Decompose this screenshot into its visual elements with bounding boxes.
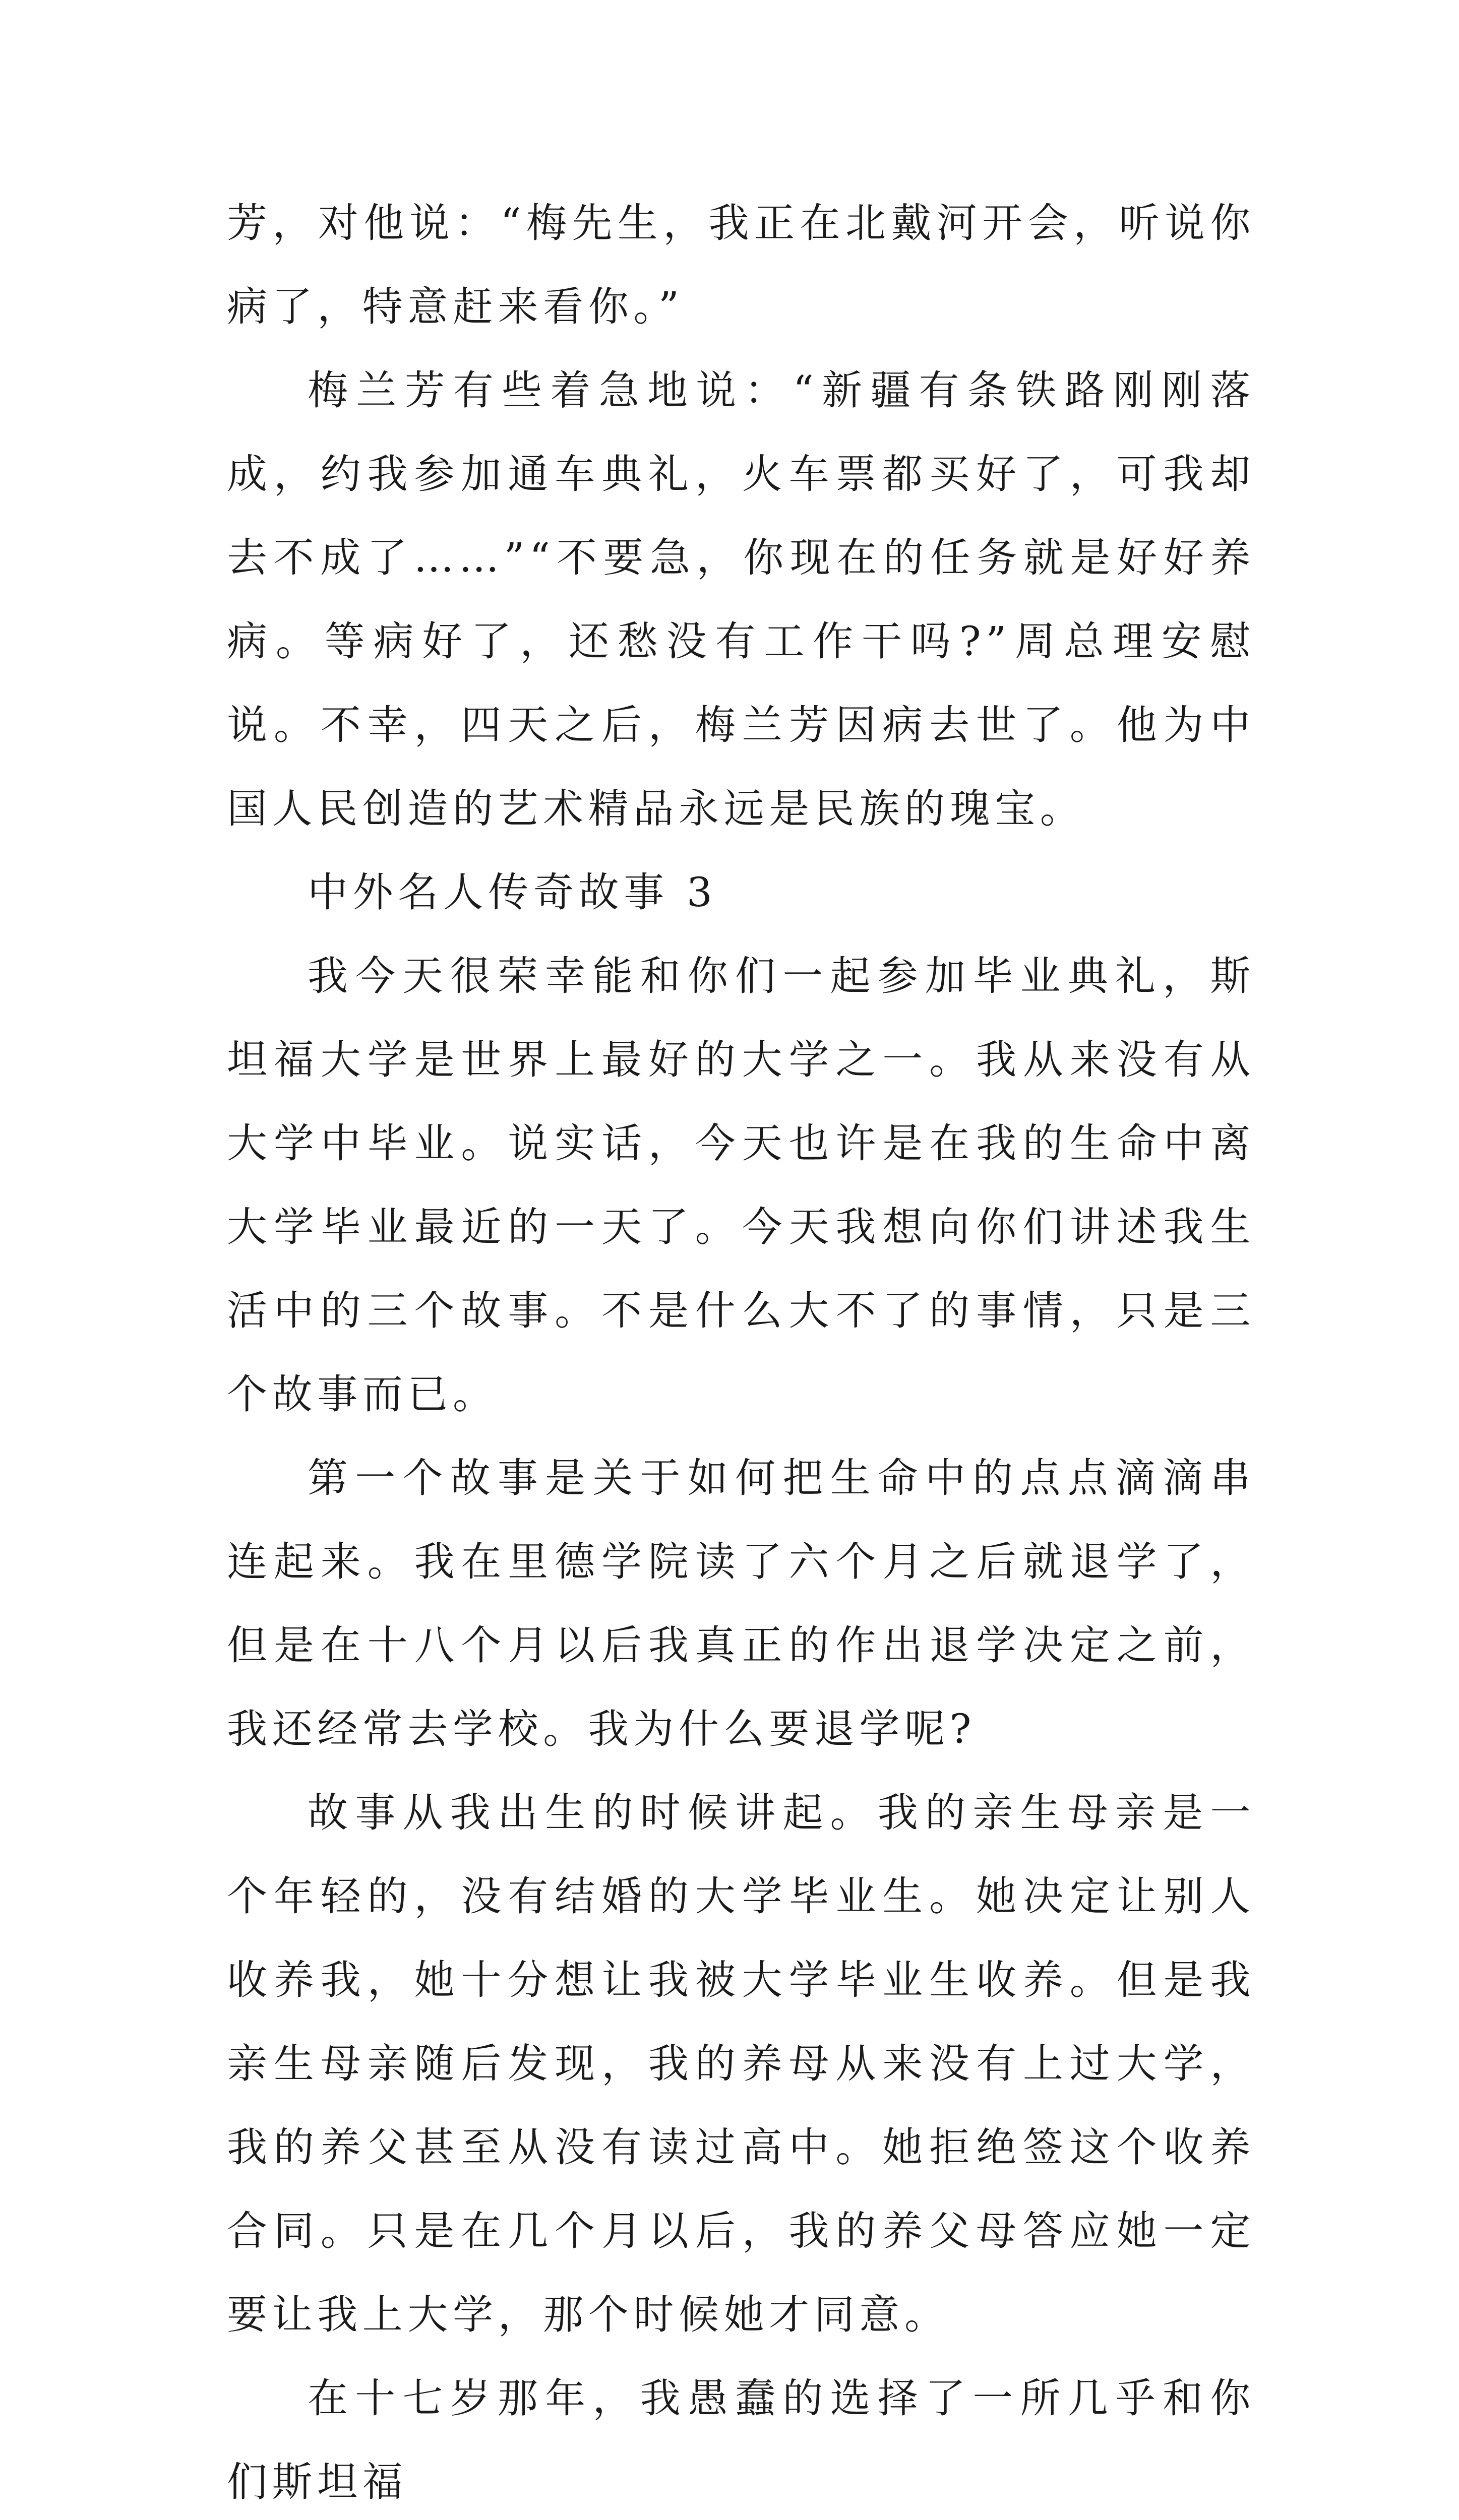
paragraph-seventeen: 在十七岁那年，我愚蠢的选择了一所几乎和你们斯坦福	[227, 2375, 1255, 2505]
paragraph-birth-story: 故事从我出生的时候讲起。我的亲生母亲是一个年轻的，没有结婚的大学毕业生。她决定让别人收养我，她十分想让我被大学毕业生收养。但是我亲生母亲随后发现，我的养母从来没有上过大学，我的养父甚至从没有读过高中。她拒绝签这个收养合同。只是在几个月以后，我的养父母答应她一定要让我上大学，那个时候她才同意。	[227, 1789, 1255, 2338]
paragraph-continuation: 芳，对他说：“梅先生，我正在北戴河开会，听说你病了，特意赶来看你。”	[227, 200, 1255, 330]
paragraph-mei-lanfang: 梅兰芳有些着急地说：“新疆有条铁路刚刚落成，约我参加通车典礼，火车票都买好了，可我却去不成了……”“不要急，你现在的任务就是好好养病。等病好了，还愁没有工作干吗?”周总理安慰说。不幸，四天之后，梅兰芳因病去世了。他为中国人民创造的艺术精品永远是民族的瑰宝。	[227, 367, 1255, 832]
section-heading: 中外名人传奇故事 3	[308, 869, 717, 916]
document-body	[227, 181, 1255, 2520]
paragraph-first-story: 第一个故事是关于如何把生命中的点点滴滴串连起来。我在里德学院读了六个月之后就退学了，但是在十八个月以后我真正的作出退学决定之前，我还经常去学校。我为什么要退学呢?	[227, 1455, 1255, 1752]
paragraph-graduation-intro: 我今天很荣幸能和你们一起参加毕业典礼，斯坦福大学是世界上最好的大学之一。我从来没有从大学中毕业。说实话，今天也许是在我的生命中离大学毕业最近的一天了。今天我想向你们讲述我生活中的三个故事。不是什么大不了的事情，只是三个故事而已。	[227, 953, 1255, 1418]
